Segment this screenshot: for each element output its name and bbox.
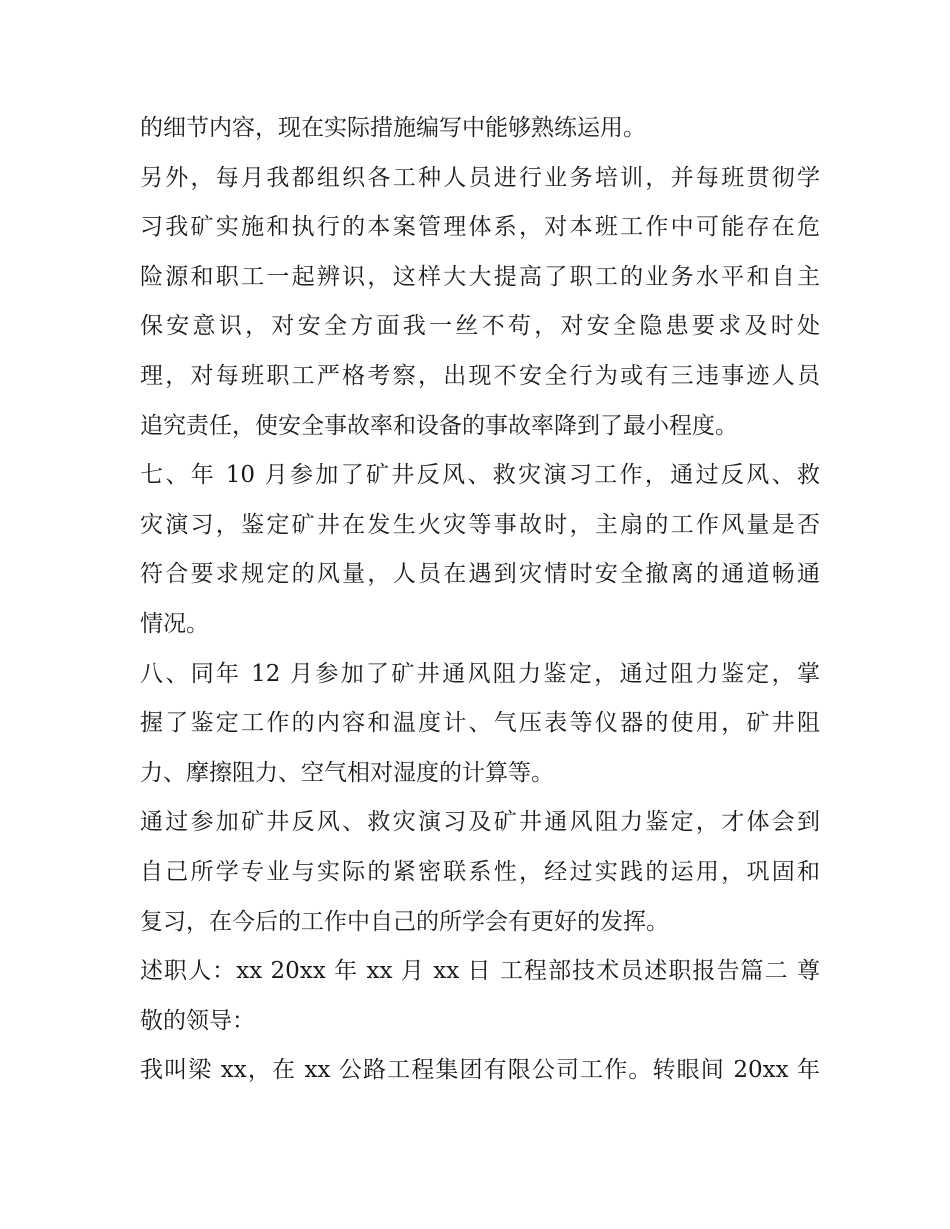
body-text — [140, 104, 820, 1096]
text-line: 自己所学专业与实际的紧密联系性，经过实践的运用，巩固和 — [140, 858, 820, 885]
text-line: 通过参加矿井反风、救灾演习及矿井通风阻力鉴定，才体会到 — [140, 809, 820, 836]
text-line: 复习，在今后的工作中自己的所学会有更好的发挥。 — [140, 908, 669, 935]
text-line: 符合要求规定的风量，人员在遇到灾情时安全撤离的通道畅通 — [140, 561, 820, 588]
text-line: 述职人：xx 20xx 年 xx 月 xx 日 工程部技术员述职报告篇二 尊 — [140, 958, 820, 985]
text-line: 灾演习，鉴定矿井在发生火灾等事故时，主扇的工作风量是否 — [140, 511, 820, 538]
text-line: 保安意识，对安全方面我一丝不苟，对安全隐患要求及时处 — [140, 313, 820, 340]
text-line: 理，对每班职工严格考察，出现不安全行为或有三违事迹人员 — [140, 362, 820, 389]
text-line: 七、年 10 月参加了矿井反风、救灾演习工作，通过反风、救 — [140, 462, 820, 489]
text-line: 另外，每月我都组织各工种人员进行业务培训，并每班贯彻学 — [140, 164, 820, 191]
text-line: 追究责任，使安全事故率和设备的事故率降到了最小程度。 — [140, 412, 738, 439]
text-line: 我叫梁 xx，在 xx 公路工程集团有限公司工作。转眼间 20xx 年 — [140, 1057, 820, 1084]
text-line: 握了鉴定工作的内容和温度计、气压表等仪器的使用，矿井阻 — [140, 710, 820, 737]
text-line: 八、同年 12 月参加了矿井通风阻力鉴定，通过阻力鉴定，掌 — [140, 660, 820, 687]
text-line: 情况。 — [140, 610, 209, 637]
text-line: 敬的领导： — [140, 1007, 255, 1034]
text-line: 的细节内容，现在实际措施编写中能够熟练运用。 — [140, 115, 646, 141]
text-line: 力、摩擦阻力、空气相对湿度的计算等。 — [140, 759, 554, 786]
text-line: 习我矿实施和执行的本案管理体系，对本班工作中可能存在危 — [140, 214, 820, 241]
text-line: 险源和职工一起辨识，这样大大提高了职工的业务水平和自主 — [140, 263, 820, 290]
